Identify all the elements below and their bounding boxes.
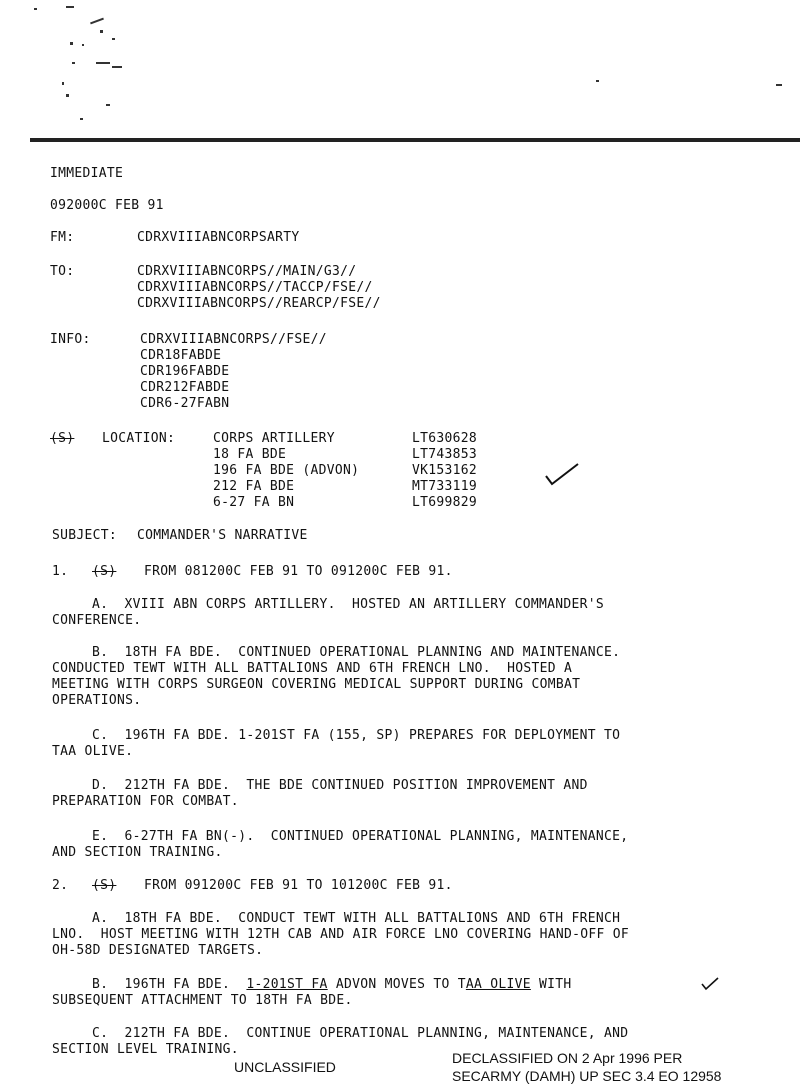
para2-c-line: C. 212TH FA BDE. CONTINUE OPERATIONAL PLANNING, MAINTENANCE, AND — [92, 1026, 629, 1041]
subject-value: COMMANDER'S NARRATIVE — [137, 528, 308, 543]
para2-b-line: SUBSEQUENT ATTACHMENT TO 18TH FA BDE. — [52, 993, 353, 1008]
location-grid: VK153162 — [412, 463, 478, 478]
para1-e-line: E. 6-27TH FA BN(-). CONTINUED OPERATIONAL PLANNING, MAINTENANCE, — [92, 829, 629, 844]
info-line: CDR18FABDE — [140, 348, 222, 363]
declassification-line: DECLASSIFIED ON 2 Apr 1996 PER — [452, 1050, 683, 1066]
to-line: CDRXVIIIABNCORPS//MAIN/G3// — [137, 264, 357, 279]
para1-e-line: AND SECTION TRAINING. — [52, 845, 223, 860]
para1-b-line: B. 18TH FA BDE. CONTINUED OPERATIONAL PLANNING AND MAINTENANCE. — [92, 645, 621, 660]
location-grid: LT630628 — [412, 431, 478, 446]
para1-b-line: MEETING WITH CORPS SURGEON COVERING MEDICAL SUPPORT DURING COMBAT — [52, 677, 581, 692]
date-time-group: 092000C FEB 91 — [50, 198, 164, 213]
precedence: IMMEDIATE — [50, 166, 124, 181]
location-grid: LT743853 — [412, 447, 478, 462]
para2-heading: FROM 091200C FEB 91 TO 101200C FEB 91. — [144, 878, 453, 893]
para2-c-line: SECTION LEVEL TRAINING. — [52, 1042, 239, 1057]
checkmark-icon — [700, 976, 720, 992]
para2-b-line — [92, 977, 572, 993]
from-label: FM: — [50, 230, 75, 245]
header-rule — [30, 138, 800, 142]
para1-a-line: CONFERENCE. — [52, 613, 142, 628]
para2-a-line: OH-58D DESIGNATED TARGETS. — [52, 943, 264, 958]
info-line: CDR196FABDE — [140, 364, 230, 379]
location-marking: (S) — [50, 431, 75, 446]
location-grid: LT699829 — [412, 495, 478, 510]
declassification-line: SECARMY (DAMH) UP SEC 3.4 EO 12958 — [452, 1068, 722, 1084]
para1-d-line: PREPARATION FOR COMBAT. — [52, 794, 239, 809]
location-unit: 196 FA BDE (ADVON) — [213, 463, 360, 478]
to-line: CDRXVIIIABNCORPS//REARCP/FSE// — [137, 296, 381, 311]
para1-b-line: CONDUCTED TEWT WITH ALL BATTALIONS AND 6TH FRENCH LNO. HOSTED A — [52, 661, 573, 676]
para2-b-underline-taa: AA OLIVE — [465, 977, 531, 992]
info-line: CDR212FABDE — [140, 380, 230, 395]
classification-marking: UNCLASSIFIED — [234, 1059, 336, 1075]
para1-c-line: TAA OLIVE. — [52, 744, 134, 759]
location-unit: 18 FA BDE — [213, 447, 287, 462]
location-unit: 6-27 FA BN — [213, 495, 295, 510]
para2-b-tail: WITH — [530, 977, 572, 992]
to-label: TO: — [50, 264, 75, 279]
para1-d-line: D. 212TH FA BDE. THE BDE CONTINUED POSITION IMPROVEMENT AND — [92, 778, 588, 793]
para1-a-line: A. XVIII ABN CORPS ARTILLERY. HOSTED AN ARTILLERY COMMANDER'S — [92, 597, 604, 612]
para1-c-line: C. 196TH FA BDE. 1-201ST FA (155, SP) PREPARES FOR DEPLOYMENT TO — [92, 728, 621, 743]
location-label: LOCATION: — [102, 431, 176, 446]
para2-a-line: LNO. HOST MEETING WITH 12TH CAB AND AIR FORCE LNO COVERING HAND-OFF OF — [52, 927, 629, 942]
para2-b-mid: ADVON MOVES TO T — [327, 977, 466, 992]
scan-specks — [0, 0, 800, 140]
para1-heading: FROM 081200C FEB 91 TO 091200C FEB 91. — [144, 564, 453, 579]
para1-marking: (S) — [92, 564, 117, 579]
para2-marking: (S) — [92, 878, 117, 893]
para2-a-line: A. 18TH FA BDE. CONDUCT TEWT WITH ALL BATTALIONS AND 6TH FRENCH — [92, 911, 621, 926]
info-line: CDRXVIIIABNCORPS//FSE// — [140, 332, 327, 347]
info-label: INFO: — [50, 332, 91, 347]
subject-label: SUBJECT: — [52, 528, 118, 543]
location-unit: 212 FA BDE — [213, 479, 295, 494]
location-grid: MT733119 — [412, 479, 478, 494]
para1-number: 1. — [52, 564, 69, 579]
info-line: CDR6-27FABN — [140, 396, 230, 411]
para2-b-underline-unit: 1-201ST FA — [246, 977, 328, 992]
to-line: CDRXVIIIABNCORPS//TACCP/FSE// — [137, 280, 373, 295]
para1-b-line: OPERATIONS. — [52, 693, 142, 708]
para2-b-lead: B. 196TH FA BDE. — [92, 977, 247, 992]
from-value: CDRXVIIIABNCORPSARTY — [137, 230, 300, 245]
location-unit: CORPS ARTILLERY — [213, 431, 335, 446]
para2-number: 2. — [52, 878, 69, 893]
checkmark-icon — [544, 462, 580, 488]
